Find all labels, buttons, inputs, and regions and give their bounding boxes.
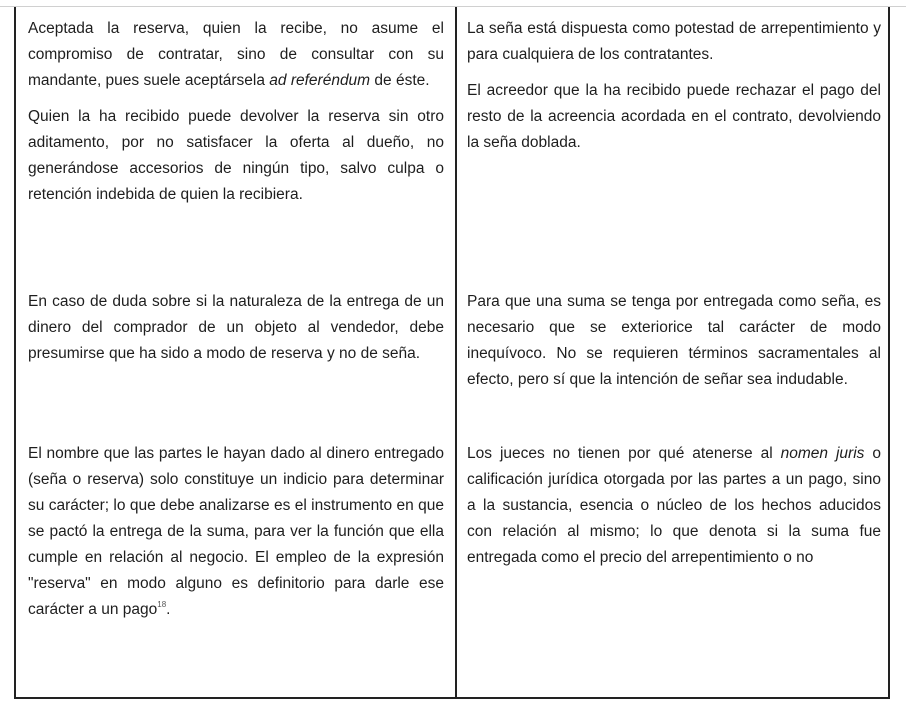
comparison-table [14, 7, 890, 699]
reserva-paragraph-4: El nombre que las partes le hayan dado al dinero entregado (seña o reserva) solo constituye un indicio para determinar su carácter; lo que debe analizarse es el instrumento en que se pactó la entrega de la suma, para ver la función que ella cumple en relación al negocio. El empleo de la expresión "reserva" en modo alguno es definitorio para darle ese carácter a un pago$^{18}$. [28, 445, 444, 618]
sena-cell-row-1 [467, 16, 881, 166]
column-divider [455, 7, 457, 697]
sena-paragraph-1: La seña está dispuesta como potestad de arrepentimiento y para cualquiera de los contratantes. [467, 20, 881, 63]
reserva-paragraph-1: Aceptada la reserva, quien la recibe, no asume el compromiso de contratar, sino de consultar con su mandante, pues suele aceptársela ad referéndum de éste. [28, 20, 444, 89]
reserva-paragraph-2: Quien la ha recibido puede devolver la reserva sin otro aditamento, por no satisfacer la oferta al dueño, no generándose accesorios de ningún tipo, salvo culpa o retención indebida de quien la recibiera. [28, 108, 444, 203]
sena-paragraph-3: Para que una suma se tenga por entregada como seña, es necesario que se exteriorice tal carácter de modo inequívoco. No se requieren términos sacramentales al efecto, pero sí que la intención de señar sea indudable. [467, 293, 881, 388]
sena-paragraph-2: El acreedor que la ha recibido puede rechazar el pago del resto de la acreencia acordada en el contrato, devolviendo la seña doblada. [467, 82, 881, 151]
footnote-marker: 18 [157, 600, 167, 609]
nomen-juris-term: nomen juris [780, 445, 865, 462]
sena-cell-row-3 [467, 441, 881, 581]
sena-cell-row-2 [467, 289, 881, 403]
ad-referendum-term: ad referéndum [269, 72, 371, 89]
reserva-cell-row-2 [28, 289, 444, 377]
reserva-cell-row-3 [28, 441, 444, 633]
sena-paragraph-4: Los jueces no tienen por qué atenerse al nomen juris o calificación jurídica otorgada por las partes a un pago, sino a la sustancia, esencia o núcleo de los hechos aducidos con relación al mismo; lo que denota si la suma fue entregada como el precio del arrepentimiento o no [467, 445, 881, 566]
reserva-paragraph-3: En caso de duda sobre si la naturaleza de la entrega de un dinero del comprador de un objeto al vendedor, debe presumirse que ha sido a modo de reserva y no de seña. [28, 293, 444, 362]
reserva-cell-row-1 [28, 16, 444, 218]
